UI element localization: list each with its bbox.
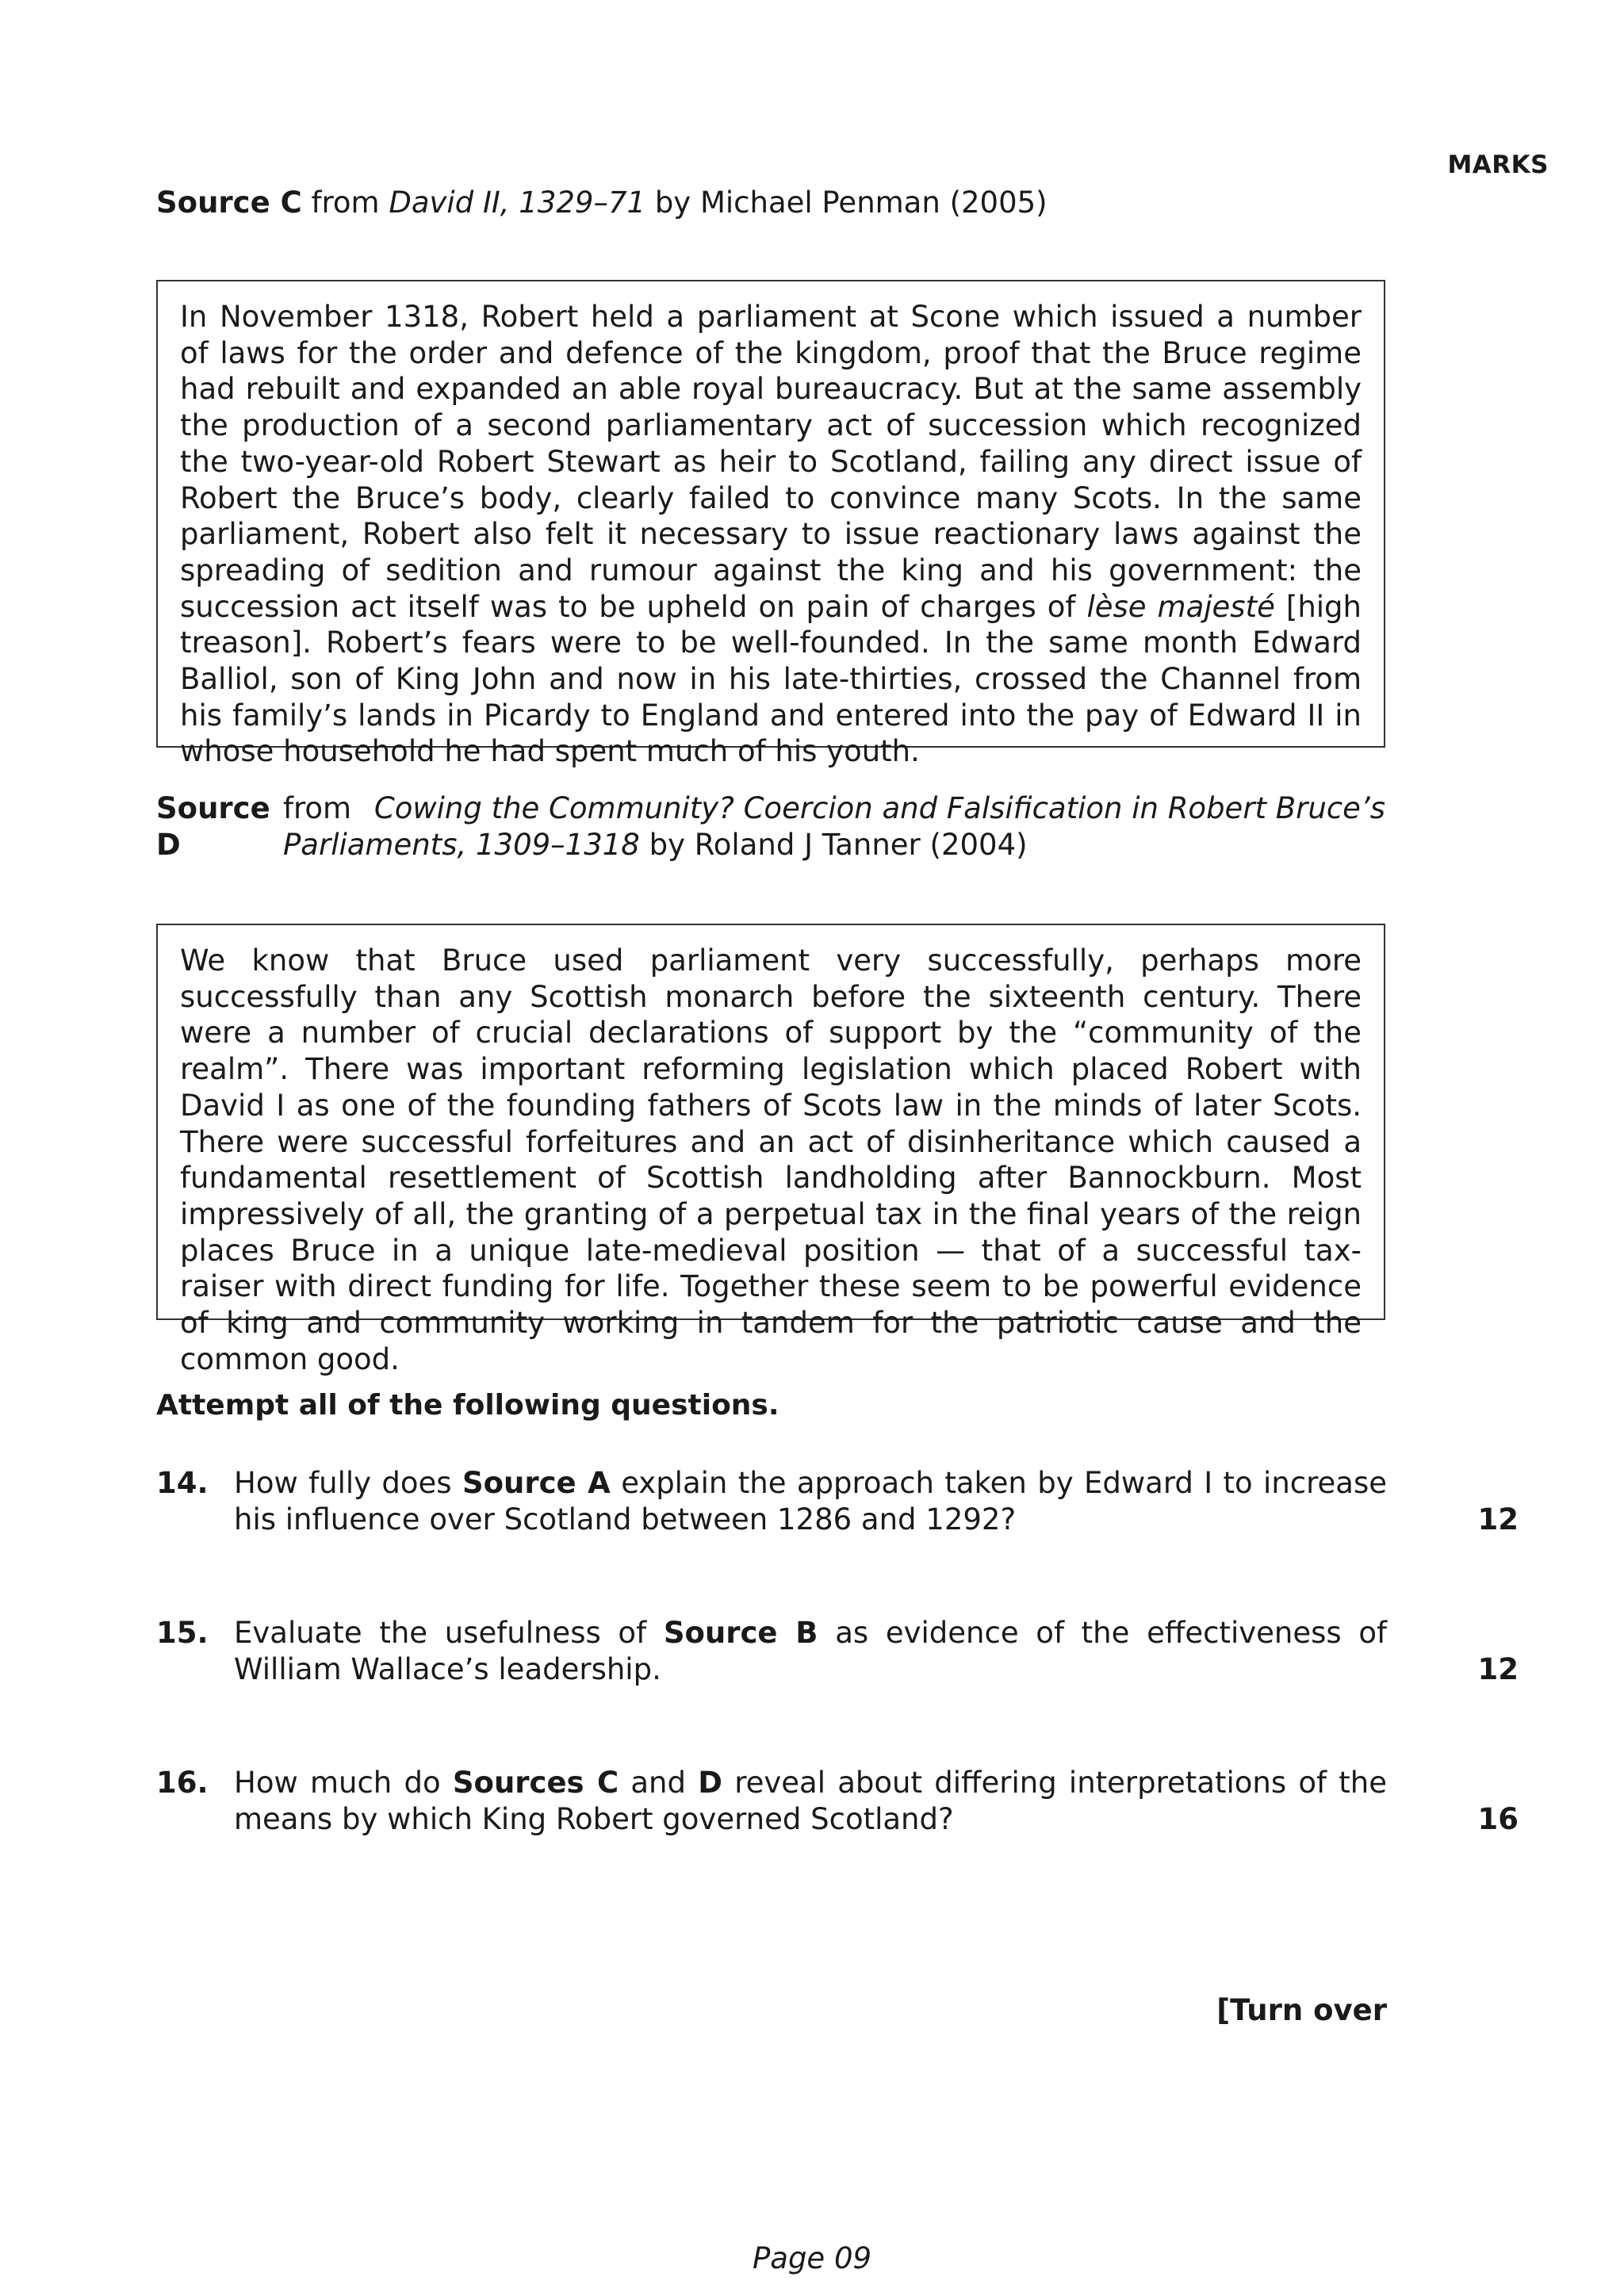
question-text-part: explain the approach taken by Edward I to increase his influence over Scotland between 1286 and 1292?: [234, 1466, 1388, 1536]
question-text-part: Evaluate the usefulness of: [234, 1616, 647, 1650]
question-number: 14.: [156, 1466, 209, 1500]
source-d-label: Source D: [156, 791, 270, 862]
page-number: Page 09: [752, 2241, 872, 2275]
question-number: 15.: [156, 1616, 209, 1650]
question-source-ref: Source B: [663, 1616, 818, 1650]
source-d-extract-text: We know that Bruce used parliament very successfully, perhaps more successfully than any Scottish monarch before the sixteenth century. There were a number of crucial declarations of support by the “community of the realm”. There was important reforming legislation which placed Robert with David I as one of the founding fathers of Scots law in the minds of later Scots. There were successful forfeitures and an act of disinheritance which caused a fundamental resettlement of Scottish landholding after Bannockburn. Most impressively of all, the granting of a perpetual tax in the final years of the reign places Bruce in a unique late-medieval position — that of a successful tax-raiser with direct funding for life. Together these seem to be powerful evidence of king and community working in tandem for the patriotic cause and the common good.: [180, 943, 1362, 1376]
source-c-extract-box: [156, 280, 1385, 769]
source-c-byline: by Michael Penman (2005): [654, 186, 1048, 220]
question-text-part: How much do: [234, 1766, 441, 1800]
question-text-part: and: [630, 1766, 686, 1800]
source-c-text-italic-term: lèse majesté: [1086, 589, 1275, 624]
question-16-marks: 16: [1477, 1802, 1519, 1836]
marks-column-header: MARKS: [1447, 151, 1549, 179]
question-text: [234, 1465, 1387, 1538]
question-text-part: How fully does: [234, 1466, 452, 1500]
source-c-label: Source C: [156, 186, 302, 220]
source-c-extract-text: [180, 299, 1362, 770]
question-text-part: as evidence of the effectiveness of William Wallace’s leadership.: [234, 1616, 1388, 1686]
source-d-heading: [156, 790, 1387, 863]
question-text: [234, 1615, 1387, 1688]
source-d-work-title-line1: Cowing the Community? Coercion and Falsification in Robert Bruce’s: [373, 791, 1385, 825]
question-source-ref: Source A: [462, 1466, 611, 1500]
question-14-marks: 12: [1477, 1502, 1519, 1536]
source-c-from: from: [311, 186, 380, 220]
source-d-extract-box: [156, 924, 1385, 1376]
source-c-work-title: David II, 1329–71: [389, 186, 646, 220]
source-c-heading: [156, 185, 1048, 221]
source-c-text-part-1: In November 1318, Robert held a parliament at Scone which issued a number of laws for the order and defence of the kingdom, proof that the Bruce regime had rebuilt and expanded an able royal bureaucracy. But at the same assembly the production of a second parliamentary act of succession which recognized the two-year-old Robert Stewart as heir to Scotland, failing any direct issue of Robert the Bruce’s body, clearly failed to convince many Scots. In the same parliament, Robert also felt it necessary to issue reactionary laws against the spreading of sedition and rumour against the king and his government: the succession act itself was to be upheld on pain of charges of: [180, 300, 1362, 624]
source-d-from: from: [283, 791, 352, 825]
question-text: [234, 1765, 1387, 1838]
question-number: 16.: [156, 1766, 209, 1800]
source-c-text-part-2: [high treason]. Robert’s fears were to be well-founded. In the same month Edward Balliol, son of King John and now in his late-thirties, crossed the Channel from his family’s lands in Picardy to England and entered into the pay of Edward II in whose household he had spent much of his youth.: [180, 589, 1362, 769]
instruction-heading: Attempt all of the following questions.: [156, 1389, 779, 1422]
question-source-ref: D: [698, 1766, 722, 1800]
question-14: [156, 1465, 1387, 1538]
question-text-part: reveal about differing interpretations of the means by which King Robert governed Scotland?: [234, 1766, 1387, 1836]
source-d-work-title-line2: Parliaments, 1309–1318: [283, 828, 640, 862]
question-15: [156, 1615, 1387, 1688]
question-source-ref: Sources C: [452, 1766, 619, 1800]
question-16: [156, 1765, 1387, 1838]
source-d-byline: by Roland J Tanner (2004): [649, 828, 1028, 862]
question-15-marks: 12: [1477, 1652, 1519, 1686]
turn-over-prompt: [Turn over: [1216, 1993, 1387, 2027]
